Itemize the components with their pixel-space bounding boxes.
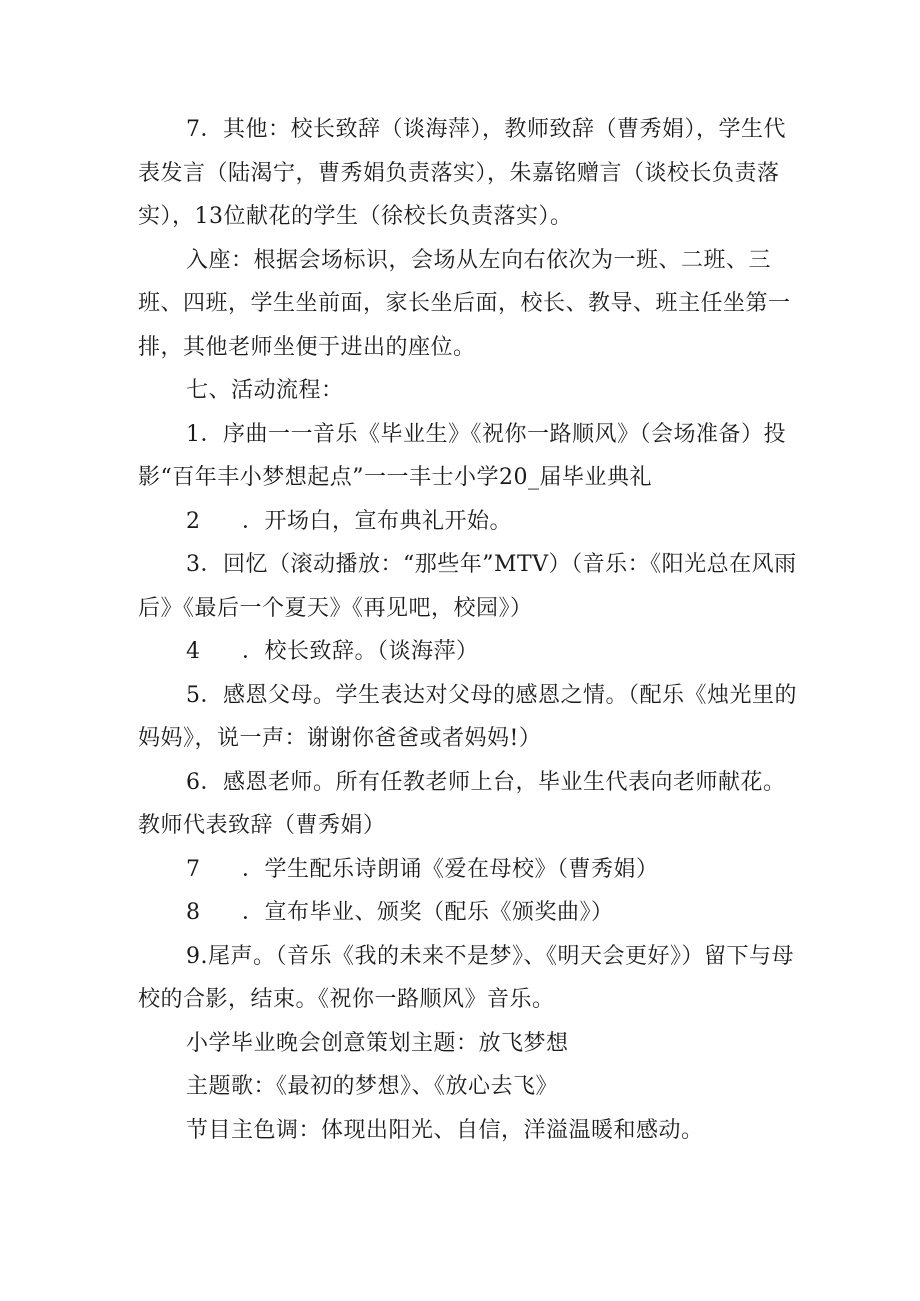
flow-item-number: 2 [186, 508, 201, 534]
section-heading-activity-flow: 七、活动流程： [186, 378, 344, 403]
flow-item-text: ．校长致辞。（谈海萍） [242, 639, 479, 664]
flow-item-1: 1．序曲一一音乐《毕业生》《祝你一路顺风》（会场准备）投影“百年丰小梦想起点”一一丰士小学20_届毕业典礼 [138, 421, 786, 490]
main-tone: 节目主色调：体现出阳光、自信，洋溢温暖和感动。 [186, 1117, 704, 1143]
flow-item-5: 5．感恩父母。学生表达对父母的感恩之情。（配乐《烛光里的妈妈》，说一声：谢谢你爸爸或者妈妈!） [138, 682, 797, 751]
flow-item-2 [138, 500, 798, 544]
flow-item-8 [138, 891, 798, 935]
flow-item-6: 6．感恩老师。所有任教老师上台，毕业生代表向老师献花。教师代表致辞（曹秀娟） [138, 769, 786, 838]
flow-item-3: 3．回忆（滚动播放：“那些年”MTV）（音乐：《阳光总在风雨后》《最后一个夏天》《再见吧，校园》） [138, 552, 797, 621]
theme-songs: 主题歌：《最初的梦想》、《放心去飞》 [186, 1074, 559, 1099]
party-theme: 小学毕业晚会创意策划主题：放飞梦想 [186, 1030, 569, 1056]
flow-item-number: 7 [186, 856, 201, 882]
paragraph-other-speakers: 7．其他：校长致辞（谈海萍），教师致辞（曹秀娟），学生代表发言（陆渴宁，曹秀娟负责落实），朱嘉铭赠言（谈校长负责落实），13位献花的学生（徐校长负责落实）。 [138, 117, 786, 229]
flow-item-text: ．开场白，宣布典礼开始。 [242, 508, 513, 534]
document-body [138, 108, 798, 1152]
flow-item-text: ．宣布毕业、颁奖（配乐《颁奖曲》） [242, 900, 614, 925]
flow-item-9: 9.尾声。（音乐《我的未来不是梦》、《明天会更好》）留下与母校的合影，结束。《祝你一路顺风》音乐。 [138, 943, 794, 1012]
paragraph-seating: 入座：根据会场标识，会场从左向右依次为一班、二班、三班、四班，学生坐前面，家长坐后面，校长、教导、班主任坐第一排，其他老师坐便于进出的座位。 [138, 247, 791, 360]
flow-item-7 [138, 848, 798, 892]
flow-item-4 [138, 630, 798, 674]
flow-item-text: ．学生配乐诗朗诵《爱在母校》（曹秀娟） [242, 856, 659, 882]
flow-item-number: 8 [186, 900, 201, 925]
flow-item-number: 4 [186, 639, 201, 664]
